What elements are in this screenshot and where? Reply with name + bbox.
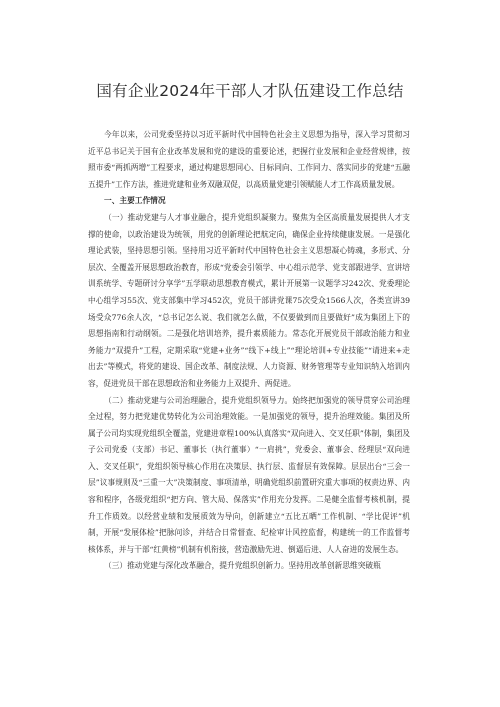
section-heading: 一、主要工作情况 (104, 196, 166, 206)
document-body (88, 127, 410, 575)
page-title: 国有企业2024年干部人才队伍建设工作总结 (96, 82, 404, 100)
paragraph-1: （一）推动党建与人才事业融合，提升党组织凝聚力。聚焦为全区高质量发展提供人才支撑的使命，以政治建设为统领，用党的创新理论把航定向，确保企业持续健康发展。一是强化理论武装，坚持思想引领。坚持用习近平新时代中国特色社会主义思想凝心铸魂，多形式、分层次、全覆盖开展思想政治教育，形成“党委会引领学、中心组示范学、党支部跟进学、宣讲培训系统学、专题研讨分享学”五学联动思想教育模式，累计开展第一议题学习242次、党委理论中心组学习55次、党支部集中学习452次，党员干部讲党课75次受众1566人次，各类宣讲39场受众776余人次，“总书记怎么说、我们就怎么做，不仅要做到而且要做好”成为集团上下的思想指南和行动纲领。二是强化培训培养，提升素质能力。常态化开展党员干部政治能力和业务能力“双提升”工程，定期采取“党建+业务”“线下+线上”“理论培训+专业技能”“请进来+走出去”等模式，将党的建设、国企改革、制度法规、人力资源、财务管理等专业知识纳入培训内容，促进党员干部在思想政治和业务能力上双提升、两促进。 (88, 212, 410, 388)
intro-paragraph: 今年以来，公司党委坚持以习近平新时代中国特色社会主义思想为指导，深入学习贯彻习近平总书记关于国有企业改革发展和党的建设的重要论述，把握行业发展和企业经营规律，按照市委“两抓两增”工程要求，通过构建思想同心、目标同向、工作同力、落实同步的党建“五融五提升”工作方法，推进党建和业务双融双促，以高质量党建引领赋能人才工作高质量发展。 (88, 130, 410, 189)
paragraph-2: （二）推动党建与公司治理融合，提升党组织领导力。始终把加强党的领导贯穿公司治理全过程，努力把党建优势转化为公司治理效能。一是加强党的领导，提升治理效能。集团及所属子公司均实现党组织全覆盖，党建进章程100%认真落实“双向进入、交叉任职”体制，集团及子公司党委（支部）书记、董事长（执行董事）“一肩挑”，党委会、董事会、经理层“双向进入、交叉任职”，党组织领导核心作用在决策层、执行层、监督层有效保障。层层出台“三会一层”议事规则及“三重一大”决策制度、事项清单，明确党组织前置研究重大事项的权责边界、内容和程序，各级党组织“把方向、管大局、保落实”作用充分发挥。二是健全监督考核机制，提升工作质效。以经营业绩和发展质效为导向，创新建立“五比五晒”工作机制、“学比促评”机制，开展“发展体检”把脉问诊，并结合日常督查、纪检审计风控监督，构建统一的工作监督考核体系，并与干部“红黄榜”机制有机衔接，营造激励先进、倒逼后进、人人奋进的发展生态。 (88, 395, 410, 554)
paragraph-3: （三）推动党建与深化改革融合，提升党组织创新力。坚持用改革创新思维突破瓶 (104, 561, 381, 571)
